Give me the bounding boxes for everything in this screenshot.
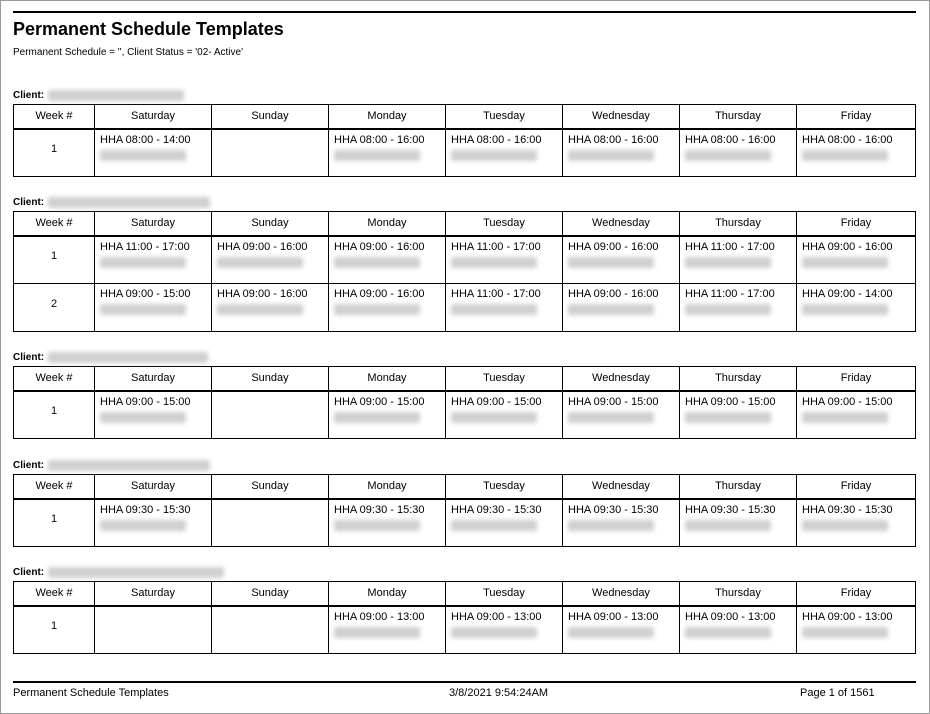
client-schedule-block: [13, 453, 915, 547]
table-row: [14, 606, 916, 654]
column-header: Monday: [329, 582, 446, 606]
schedule-cell: [446, 236, 563, 284]
caregiver-name-redacted: [568, 150, 654, 161]
table-header-row: [14, 105, 916, 129]
shift-time: HHA 08:00 - 16:00: [802, 133, 893, 146]
week-number: 1: [14, 606, 95, 654]
column-header: Sunday: [212, 475, 329, 499]
schedule-cell: [212, 391, 329, 439]
column-header: Tuesday: [446, 475, 563, 499]
column-header: Thursday: [680, 105, 797, 129]
shift-time: HHA 09:00 - 16:00: [334, 240, 425, 253]
schedule-cell: [797, 236, 916, 284]
shift-time: HHA 11:00 - 17:00: [451, 240, 541, 253]
column-header: Saturday: [95, 367, 212, 391]
column-header: Friday: [797, 212, 916, 236]
caregiver-name-redacted: [802, 412, 888, 423]
shift-time: HHA 09:30 - 15:30: [100, 503, 191, 516]
shift-time: HHA 09:30 - 15:30: [802, 503, 893, 516]
client-header: [13, 83, 915, 101]
shift-time: HHA 08:00 - 14:00: [100, 133, 191, 146]
shift-time: HHA 09:00 - 15:00: [451, 395, 542, 408]
schedule-cell: [563, 284, 680, 332]
client-name-redacted: [48, 352, 208, 363]
caregiver-name-redacted: [685, 627, 771, 638]
caregiver-name-redacted: [685, 520, 771, 531]
schedule-cell: [329, 499, 446, 547]
schedule-table: [13, 211, 916, 332]
client-header: [13, 345, 915, 363]
table-row: [14, 284, 916, 332]
schedule-cell: [212, 284, 329, 332]
caregiver-name-redacted: [334, 412, 420, 423]
column-header: Week #: [14, 582, 95, 606]
shift-time: HHA 09:00 - 13:00: [685, 610, 776, 623]
column-header: Wednesday: [563, 582, 680, 606]
caregiver-name-redacted: [217, 257, 303, 268]
week-number: 1: [14, 499, 95, 547]
shift-time: HHA 09:00 - 16:00: [334, 288, 425, 300]
shift-time: HHA 09:00 - 13:00: [802, 610, 893, 623]
schedule-cell: [95, 606, 212, 654]
column-header: Tuesday: [446, 582, 563, 606]
column-header: Tuesday: [446, 367, 563, 391]
week-number: 2: [14, 284, 95, 332]
footer-timestamp: 3/8/2021 9:54:24AM: [449, 687, 549, 699]
shift-time: HHA 11:00 - 17:00: [685, 288, 775, 300]
week-number: 1: [14, 129, 95, 177]
shift-time: HHA 09:00 - 13:00: [451, 610, 542, 623]
column-header: Saturday: [95, 212, 212, 236]
shift-time: HHA 09:00 - 15:00: [100, 288, 191, 300]
column-header: Week #: [14, 212, 95, 236]
table-row: [14, 499, 916, 547]
schedule-cell: [212, 606, 329, 654]
shift-time: HHA 09:00 - 15:00: [802, 395, 893, 408]
report-title: Permanent Schedule Templates: [13, 19, 284, 39]
schedule-cell: [680, 129, 797, 177]
schedule-cell: [563, 499, 680, 547]
caregiver-name-redacted: [802, 520, 888, 531]
caregiver-name-redacted: [100, 412, 186, 423]
caregiver-name-redacted: [451, 304, 537, 315]
caregiver-name-redacted: [685, 412, 771, 423]
shift-time: HHA 08:00 - 16:00: [334, 133, 425, 146]
caregiver-name-redacted: [334, 627, 420, 638]
shift-time: HHA 09:00 - 15:00: [334, 395, 425, 408]
column-header: Friday: [797, 367, 916, 391]
column-header: Monday: [329, 212, 446, 236]
caregiver-name-redacted: [334, 150, 420, 161]
shift-time: HHA 08:00 - 16:00: [451, 133, 542, 146]
schedule-cell: [329, 284, 446, 332]
schedule-cell: [797, 284, 916, 332]
schedule-cell: [446, 284, 563, 332]
caregiver-name-redacted: [685, 150, 771, 161]
column-header: Saturday: [95, 105, 212, 129]
shift-time: HHA 09:00 - 13:00: [334, 610, 425, 623]
table-header-row: [14, 367, 916, 391]
column-header: Wednesday: [563, 475, 680, 499]
column-header: Friday: [797, 105, 916, 129]
column-header: Sunday: [212, 105, 329, 129]
client-label: Client:: [13, 460, 45, 471]
caregiver-name-redacted: [100, 304, 186, 315]
shift-time: HHA 09:30 - 15:30: [451, 503, 542, 516]
caregiver-name-redacted: [685, 257, 771, 268]
shift-time: HHA 09:00 - 15:00: [568, 395, 659, 408]
column-header: Monday: [329, 475, 446, 499]
caregiver-name-redacted: [451, 257, 537, 268]
schedule-cell: [680, 606, 797, 654]
column-header: Thursday: [680, 212, 797, 236]
caregiver-name-redacted: [451, 627, 537, 638]
column-header: Week #: [14, 475, 95, 499]
report-filter: Permanent Schedule = '', Client Status = '02- Active': [13, 47, 243, 58]
client-label: Client:: [13, 567, 45, 578]
schedule-cell: [680, 236, 797, 284]
client-label: Client:: [13, 352, 45, 363]
schedule-cell: [95, 499, 212, 547]
client-name-redacted: [48, 567, 224, 578]
client-header: [13, 453, 915, 471]
schedule-cell: [212, 129, 329, 177]
schedule-cell: [329, 391, 446, 439]
schedule-cell: [563, 236, 680, 284]
footer-report-name: Permanent Schedule Templates: [13, 687, 169, 699]
caregiver-name-redacted: [568, 627, 654, 638]
table-row: [14, 236, 916, 284]
column-header: Week #: [14, 367, 95, 391]
schedule-cell: [446, 391, 563, 439]
schedule-cell: [563, 391, 680, 439]
schedule-cell: [329, 236, 446, 284]
column-header: Wednesday: [563, 105, 680, 129]
schedule-cell: [329, 129, 446, 177]
caregiver-name-redacted: [451, 150, 537, 161]
shift-time: HHA 09:00 - 16:00: [217, 288, 308, 300]
column-header: Friday: [797, 582, 916, 606]
shift-time: HHA 09:00 - 16:00: [802, 240, 893, 253]
caregiver-name-redacted: [451, 412, 537, 423]
schedule-table: [13, 104, 916, 177]
caregiver-name-redacted: [217, 304, 303, 315]
shift-time: HHA 09:00 - 16:00: [568, 288, 659, 300]
schedule-cell: [329, 606, 446, 654]
shift-time: HHA 09:00 - 15:00: [100, 395, 191, 408]
table-header-row: [14, 475, 916, 499]
schedule-table: [13, 581, 916, 654]
column-header: Friday: [797, 475, 916, 499]
client-schedule-block: [13, 345, 915, 439]
caregiver-name-redacted: [802, 304, 888, 315]
client-label: Client:: [13, 90, 45, 101]
shift-time: HHA 09:00 - 13:00: [568, 610, 659, 623]
schedule-cell: [563, 129, 680, 177]
caregiver-name-redacted: [802, 150, 888, 161]
column-header: Monday: [329, 105, 446, 129]
table-row: [14, 129, 916, 177]
schedule-cell: [563, 606, 680, 654]
shift-time: HHA 08:00 - 16:00: [568, 133, 659, 146]
caregiver-name-redacted: [334, 304, 420, 315]
client-name-redacted: [48, 90, 184, 101]
schedule-cell: [95, 284, 212, 332]
week-number: 1: [14, 236, 95, 284]
schedule-cell: [95, 129, 212, 177]
client-schedule-block: [13, 190, 915, 332]
table-header-row: [14, 212, 916, 236]
client-header: [13, 190, 915, 208]
caregiver-name-redacted: [451, 520, 537, 531]
client-label: Client:: [13, 197, 45, 208]
schedule-cell: [797, 499, 916, 547]
shift-time: HHA 09:30 - 15:30: [568, 503, 659, 516]
column-header: Saturday: [95, 582, 212, 606]
schedule-cell: [446, 606, 563, 654]
column-header: Week #: [14, 105, 95, 129]
column-header: Tuesday: [446, 212, 563, 236]
schedule-cell: [446, 129, 563, 177]
shift-time: HHA 08:00 - 16:00: [685, 133, 776, 146]
column-header: Wednesday: [563, 367, 680, 391]
column-header: Sunday: [212, 367, 329, 391]
schedule-table: [13, 366, 916, 439]
client-schedule-block: [13, 83, 915, 177]
schedule-cell: [446, 499, 563, 547]
schedule-cell: [680, 391, 797, 439]
footer-divider: [13, 681, 916, 683]
table-header-row: [14, 582, 916, 606]
week-number: 1: [14, 391, 95, 439]
caregiver-name-redacted: [685, 304, 771, 315]
shift-time: HHA 11:00 - 17:00: [685, 240, 775, 253]
schedule-cell: [797, 391, 916, 439]
client-schedule-block: [13, 560, 915, 654]
header-divider: [13, 11, 916, 13]
footer-page-number: Page 1 of 1561: [800, 687, 875, 699]
column-header: Tuesday: [446, 105, 563, 129]
caregiver-name-redacted: [334, 520, 420, 531]
caregiver-name-redacted: [100, 150, 186, 161]
column-header: Saturday: [95, 475, 212, 499]
schedule-cell: [680, 284, 797, 332]
shift-time: HHA 09:30 - 15:30: [334, 503, 425, 516]
schedule-cell: [680, 499, 797, 547]
schedule-cell: [212, 499, 329, 547]
caregiver-name-redacted: [334, 257, 420, 268]
caregiver-name-redacted: [568, 304, 654, 315]
schedule-cell: [797, 129, 916, 177]
column-header: Thursday: [680, 367, 797, 391]
column-header: Thursday: [680, 582, 797, 606]
caregiver-name-redacted: [568, 412, 654, 423]
client-name-redacted: [48, 197, 210, 208]
caregiver-name-redacted: [100, 257, 186, 268]
client-name-redacted: [48, 460, 210, 471]
column-header: Monday: [329, 367, 446, 391]
caregiver-name-redacted: [802, 627, 888, 638]
caregiver-name-redacted: [568, 257, 654, 268]
schedule-cell: [212, 236, 329, 284]
shift-time: HHA 09:00 - 16:00: [568, 240, 659, 253]
caregiver-name-redacted: [802, 257, 888, 268]
shift-time: HHA 09:00 - 16:00: [217, 240, 308, 253]
column-header: Thursday: [680, 475, 797, 499]
schedule-cell: [95, 236, 212, 284]
shift-time: HHA 09:00 - 14:00: [802, 288, 893, 300]
shift-time: HHA 11:00 - 17:00: [451, 288, 541, 300]
caregiver-name-redacted: [100, 520, 186, 531]
shift-time: HHA 09:00 - 15:00: [685, 395, 776, 408]
schedule-cell: [95, 391, 212, 439]
column-header: Wednesday: [563, 212, 680, 236]
shift-time: HHA 11:00 - 17:00: [100, 240, 190, 253]
column-header: Sunday: [212, 212, 329, 236]
column-header: Sunday: [212, 582, 329, 606]
schedule-table: [13, 474, 916, 547]
shift-time: HHA 09:30 - 15:30: [685, 503, 776, 516]
caregiver-name-redacted: [568, 520, 654, 531]
schedule-cell: [797, 606, 916, 654]
client-header: [13, 560, 915, 578]
table-row: [14, 391, 916, 439]
